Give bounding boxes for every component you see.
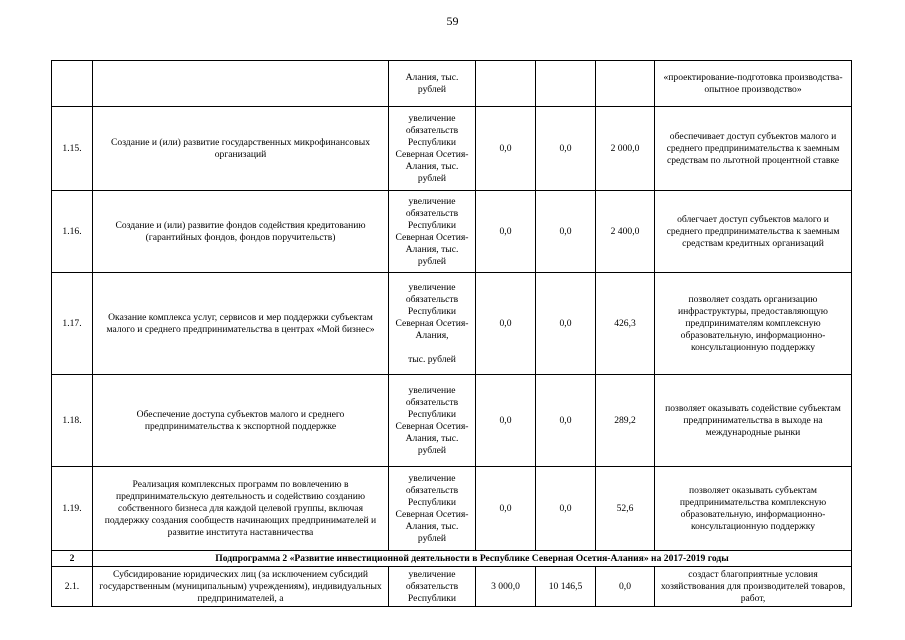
indicator-cell: увеличение обязательств Республики Северная Осетия- Алания, тыс. рублей	[389, 191, 476, 273]
effect-cell: позволяет оказывать содействие субъектам предпринимательства в выходе на международные рынки	[655, 375, 852, 467]
value-cell: 0,0	[476, 375, 536, 467]
table-row	[52, 191, 852, 273]
measure-name: Создание и (или) развитие фондов содействия кредитованию (гарантийных фондов, фондов поручительств)	[93, 191, 389, 273]
row-number: 1.19.	[52, 467, 93, 551]
row-number: 1.18.	[52, 375, 93, 467]
table-row	[52, 567, 852, 607]
indicator-cell: Алания, тыс. рублей	[389, 61, 476, 107]
value-cell: 0,0	[536, 467, 596, 551]
value-cell: 3 000,0	[476, 567, 536, 607]
section-title: Подпрограмма 2 «Развитие инвестиционной деятельности в Республике Северная Осетия-Алания» на 2017-2019 годы	[93, 551, 852, 567]
row-number: 2.1.	[52, 567, 93, 607]
value-cell: 0,0	[536, 375, 596, 467]
table-row	[52, 61, 852, 107]
indicator-cell: увеличение обязательств Республики Северная Осетия- Алания, тыс. рублей	[389, 375, 476, 467]
table-row	[52, 467, 852, 551]
measure-name: Реализация комплексных программ по вовлечению в предпринимательскую деятельность и содействию созданию собственного бизнеса для каждой целевой группы, включая поддержку создания сообществ начинающих предпринимателей и развитие института наставничества	[93, 467, 389, 551]
value-cell: 0,0	[536, 191, 596, 273]
indicator-cell: увеличение обязательств Республики	[389, 567, 476, 607]
measure-name: Создание и (или) развитие государственных микрофинансовых организаций	[93, 107, 389, 191]
effect-cell: позволяет создать организацию инфраструктуры, предоставляющую предпринимателям комплексную образовательную, информационно-консультационную поддержку	[655, 273, 852, 375]
page-number: 59	[446, 14, 459, 28]
program-table	[51, 60, 852, 607]
row-number: 1.16.	[52, 191, 93, 273]
table-row	[52, 107, 852, 191]
value-cell: 52,6	[596, 467, 655, 551]
value-cell: 0,0	[536, 107, 596, 191]
value-cell: 10 146,5	[536, 567, 596, 607]
indicator-cell: увеличение обязательств Республики Северная Осетия- Алания, тыс. рублей	[389, 273, 476, 375]
indicator-cell: увеличение обязательств Республики Северная Осетия- Алания, тыс. рублей	[389, 107, 476, 191]
row-number	[52, 61, 93, 107]
section-row	[52, 551, 852, 567]
value-cell: 426,3	[596, 273, 655, 375]
table-row	[52, 375, 852, 467]
value-cell: 2 000,0	[596, 107, 655, 191]
row-number: 1.15.	[52, 107, 93, 191]
value-cell: 289,2	[596, 375, 655, 467]
value-cell: 0,0	[596, 567, 655, 607]
section-number: 2	[52, 551, 93, 567]
value-cell: 0,0	[476, 467, 536, 551]
value-cell: 0,0	[476, 107, 536, 191]
effect-cell: облегчает доступ субъектов малого и среднего предпринимательства к заемным средствам кредитных организаций	[655, 191, 852, 273]
effect-cell: обеспечивает доступ субъектов малого и среднего предпринимательства к заемным средствам по льготной процентной ставке	[655, 107, 852, 191]
value-cell: 0,0	[476, 273, 536, 375]
effect-cell: позволяет оказывать субъектам предпринимательства комплексную образовательную, информационно-консультационную поддержку	[655, 467, 852, 551]
value-cell	[596, 61, 655, 107]
effect-cell: создаст благоприятные условия хозяйствования для производителей товаров, работ,	[655, 567, 852, 607]
measure-name: Обеспечение доступа субъектов малого и среднего предпринимательства к экспортной поддержке	[93, 375, 389, 467]
value-cell: 0,0	[476, 191, 536, 273]
value-cell: 0,0	[536, 273, 596, 375]
measure-name: Оказание комплекса услуг, сервисов и мер поддержки субъектам малого и среднего предпринимательства в центрах «Мой бизнес»	[93, 273, 389, 375]
effect-cell: «проектирование-подготовка производства-опытное производство»	[655, 61, 852, 107]
measure-name: Субсидирование юридических лиц (за исключением субсидий государственным (муниципальным) учреждениям), индивидуальных предпринимателей, а	[93, 567, 389, 607]
indicator-cell: увеличение обязательств Республики Северная Осетия- Алания, тыс. рублей	[389, 467, 476, 551]
table-row	[52, 273, 852, 375]
value-cell	[536, 61, 596, 107]
value-cell	[476, 61, 536, 107]
row-number: 1.17.	[52, 273, 93, 375]
value-cell: 2 400,0	[596, 191, 655, 273]
measure-name	[93, 61, 389, 107]
